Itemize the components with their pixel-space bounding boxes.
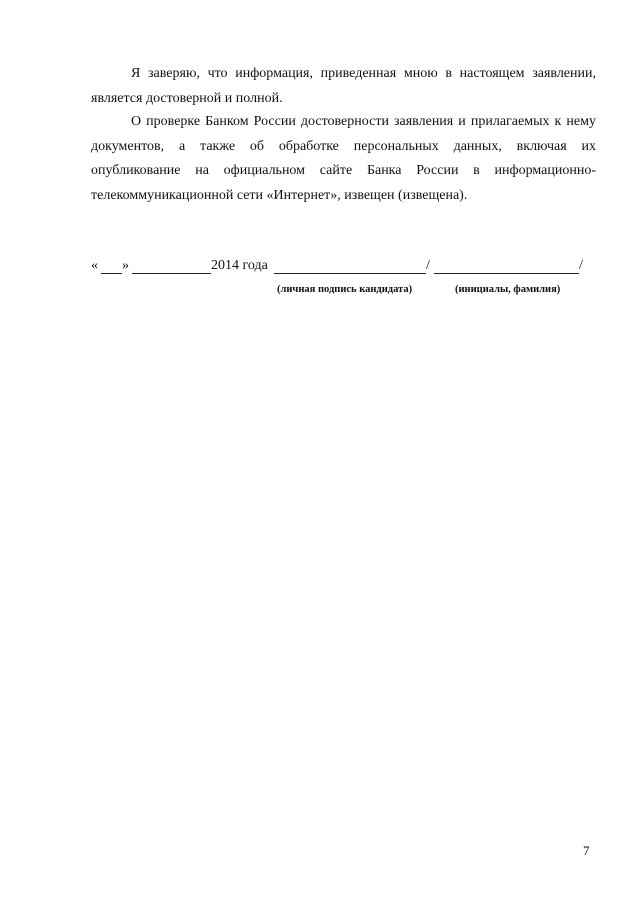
signature-separator-slash: / — [426, 258, 430, 273]
signature-caption: (личная подпись кандидата) — [277, 284, 413, 295]
declaration-paragraph-2 — [91, 110, 596, 208]
signature-date-row — [91, 258, 596, 278]
name-caption: (инициалы, фамилия) — [455, 284, 561, 295]
name-blank-line — [434, 273, 579, 274]
date-quote-open: « — [91, 258, 98, 273]
declaration-text: Я заверяю, что информация, приведенная мною в настоящем заявлении, является достоверной и полной. — [91, 66, 596, 106]
day-blank-line — [101, 273, 122, 274]
declaration-paragraph-1 — [91, 62, 596, 111]
month-blank-line — [132, 273, 211, 274]
name-end-slash: / — [579, 258, 583, 273]
year-label: 2014 года — [211, 258, 268, 273]
date-quote-close: » — [122, 258, 129, 273]
consent-text: О проверке Банком России достоверности заявления и прилагаемых к нему документов, а также об обработке персональных данных, включая их опубликование на официальном сайте Банка России в информационно-телекоммуникационной сети «Интернет», извещен (извещена). — [91, 114, 596, 203]
signature-blank-line — [274, 273, 426, 274]
page-number: 7 — [583, 843, 590, 858]
